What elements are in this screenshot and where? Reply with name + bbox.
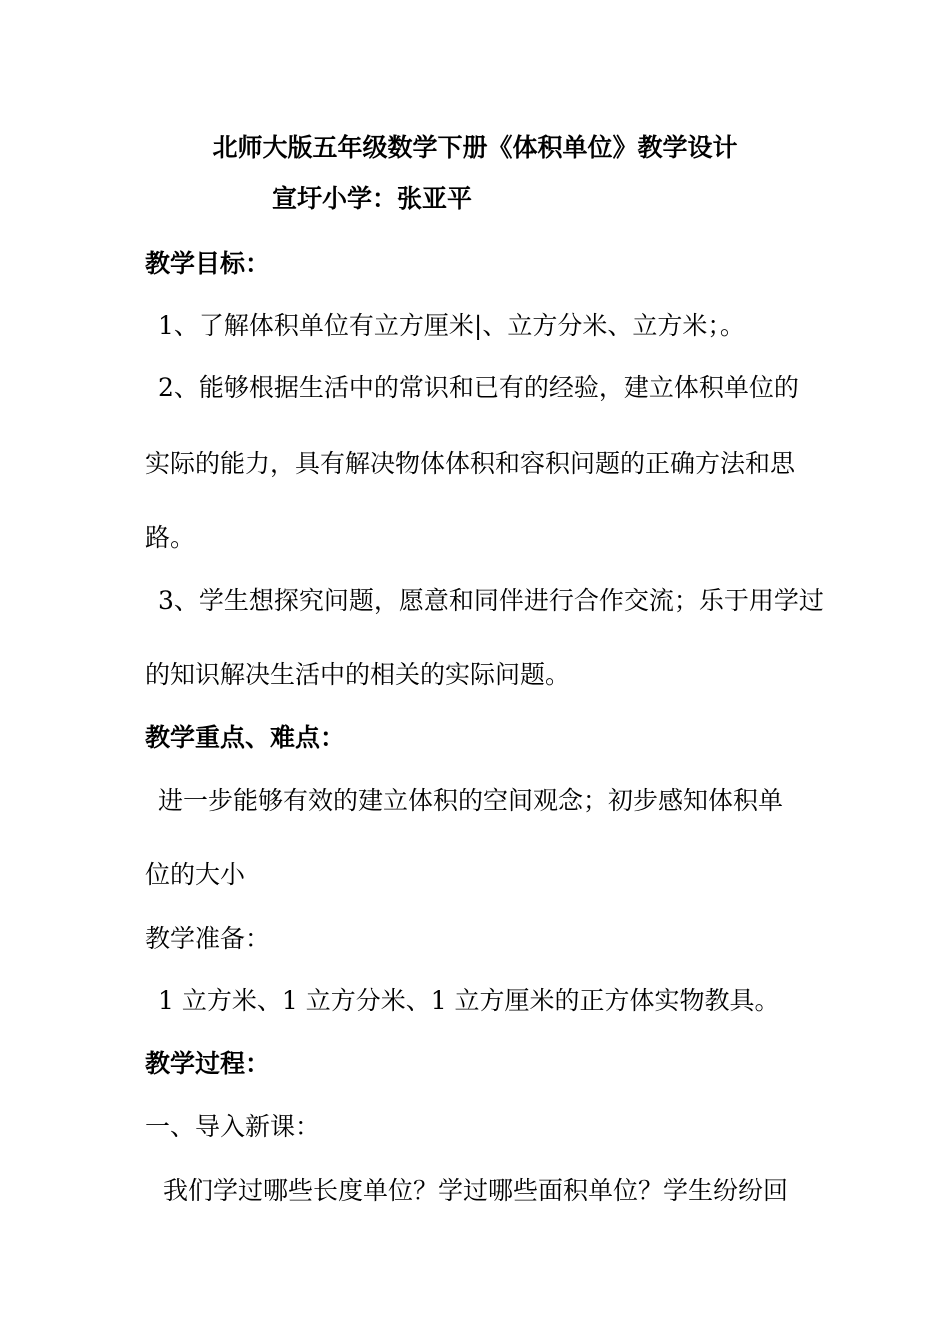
document-title: 北师大版五年级数学下册《体积单位》教学设计: [212, 133, 738, 162]
key-points-line-1: 进一步能够有效的建立体积的空间观念；初步感知体积单: [158, 786, 784, 815]
key-points-heading: 教学重点、难点：: [145, 723, 346, 752]
objective-2-line-2: 实际的能力，具有解决物体体积和容积问题的正确方法和思: [145, 449, 796, 478]
objective-2-line-1: 2、能够根据生活中的常识和已有的经验，建立体积单位的: [158, 373, 799, 402]
key-points-line-2: 位的大小: [145, 860, 246, 889]
objective-3-line-2: 的知识解决生活中的相关的实际问题。: [145, 660, 571, 689]
document-author: 宣圩小学：张亚平: [272, 184, 473, 213]
preparation-text: 1 立方米、1 立方分米、1 立方厘米的正方体实物教具。: [158, 986, 780, 1015]
process-heading: 教学过程：: [145, 1049, 271, 1078]
intro-heading: 一、导入新课：: [145, 1112, 321, 1141]
objective-3-line-1: 3、学生想探究问题，愿意和同伴进行合作交流；乐于用学过: [158, 586, 824, 615]
objective-1: 1、了解体积单位有立方厘米|、立方分米、立方米；。: [158, 311, 745, 340]
intro-text: 我们学过哪些长度单位？学过哪些面积单位？学生纷纷回: [163, 1176, 789, 1205]
objectives-heading: 教学目标：: [145, 249, 271, 278]
preparation-heading: 教学准备：: [145, 924, 271, 953]
objective-2-line-3: 路。: [145, 523, 196, 552]
